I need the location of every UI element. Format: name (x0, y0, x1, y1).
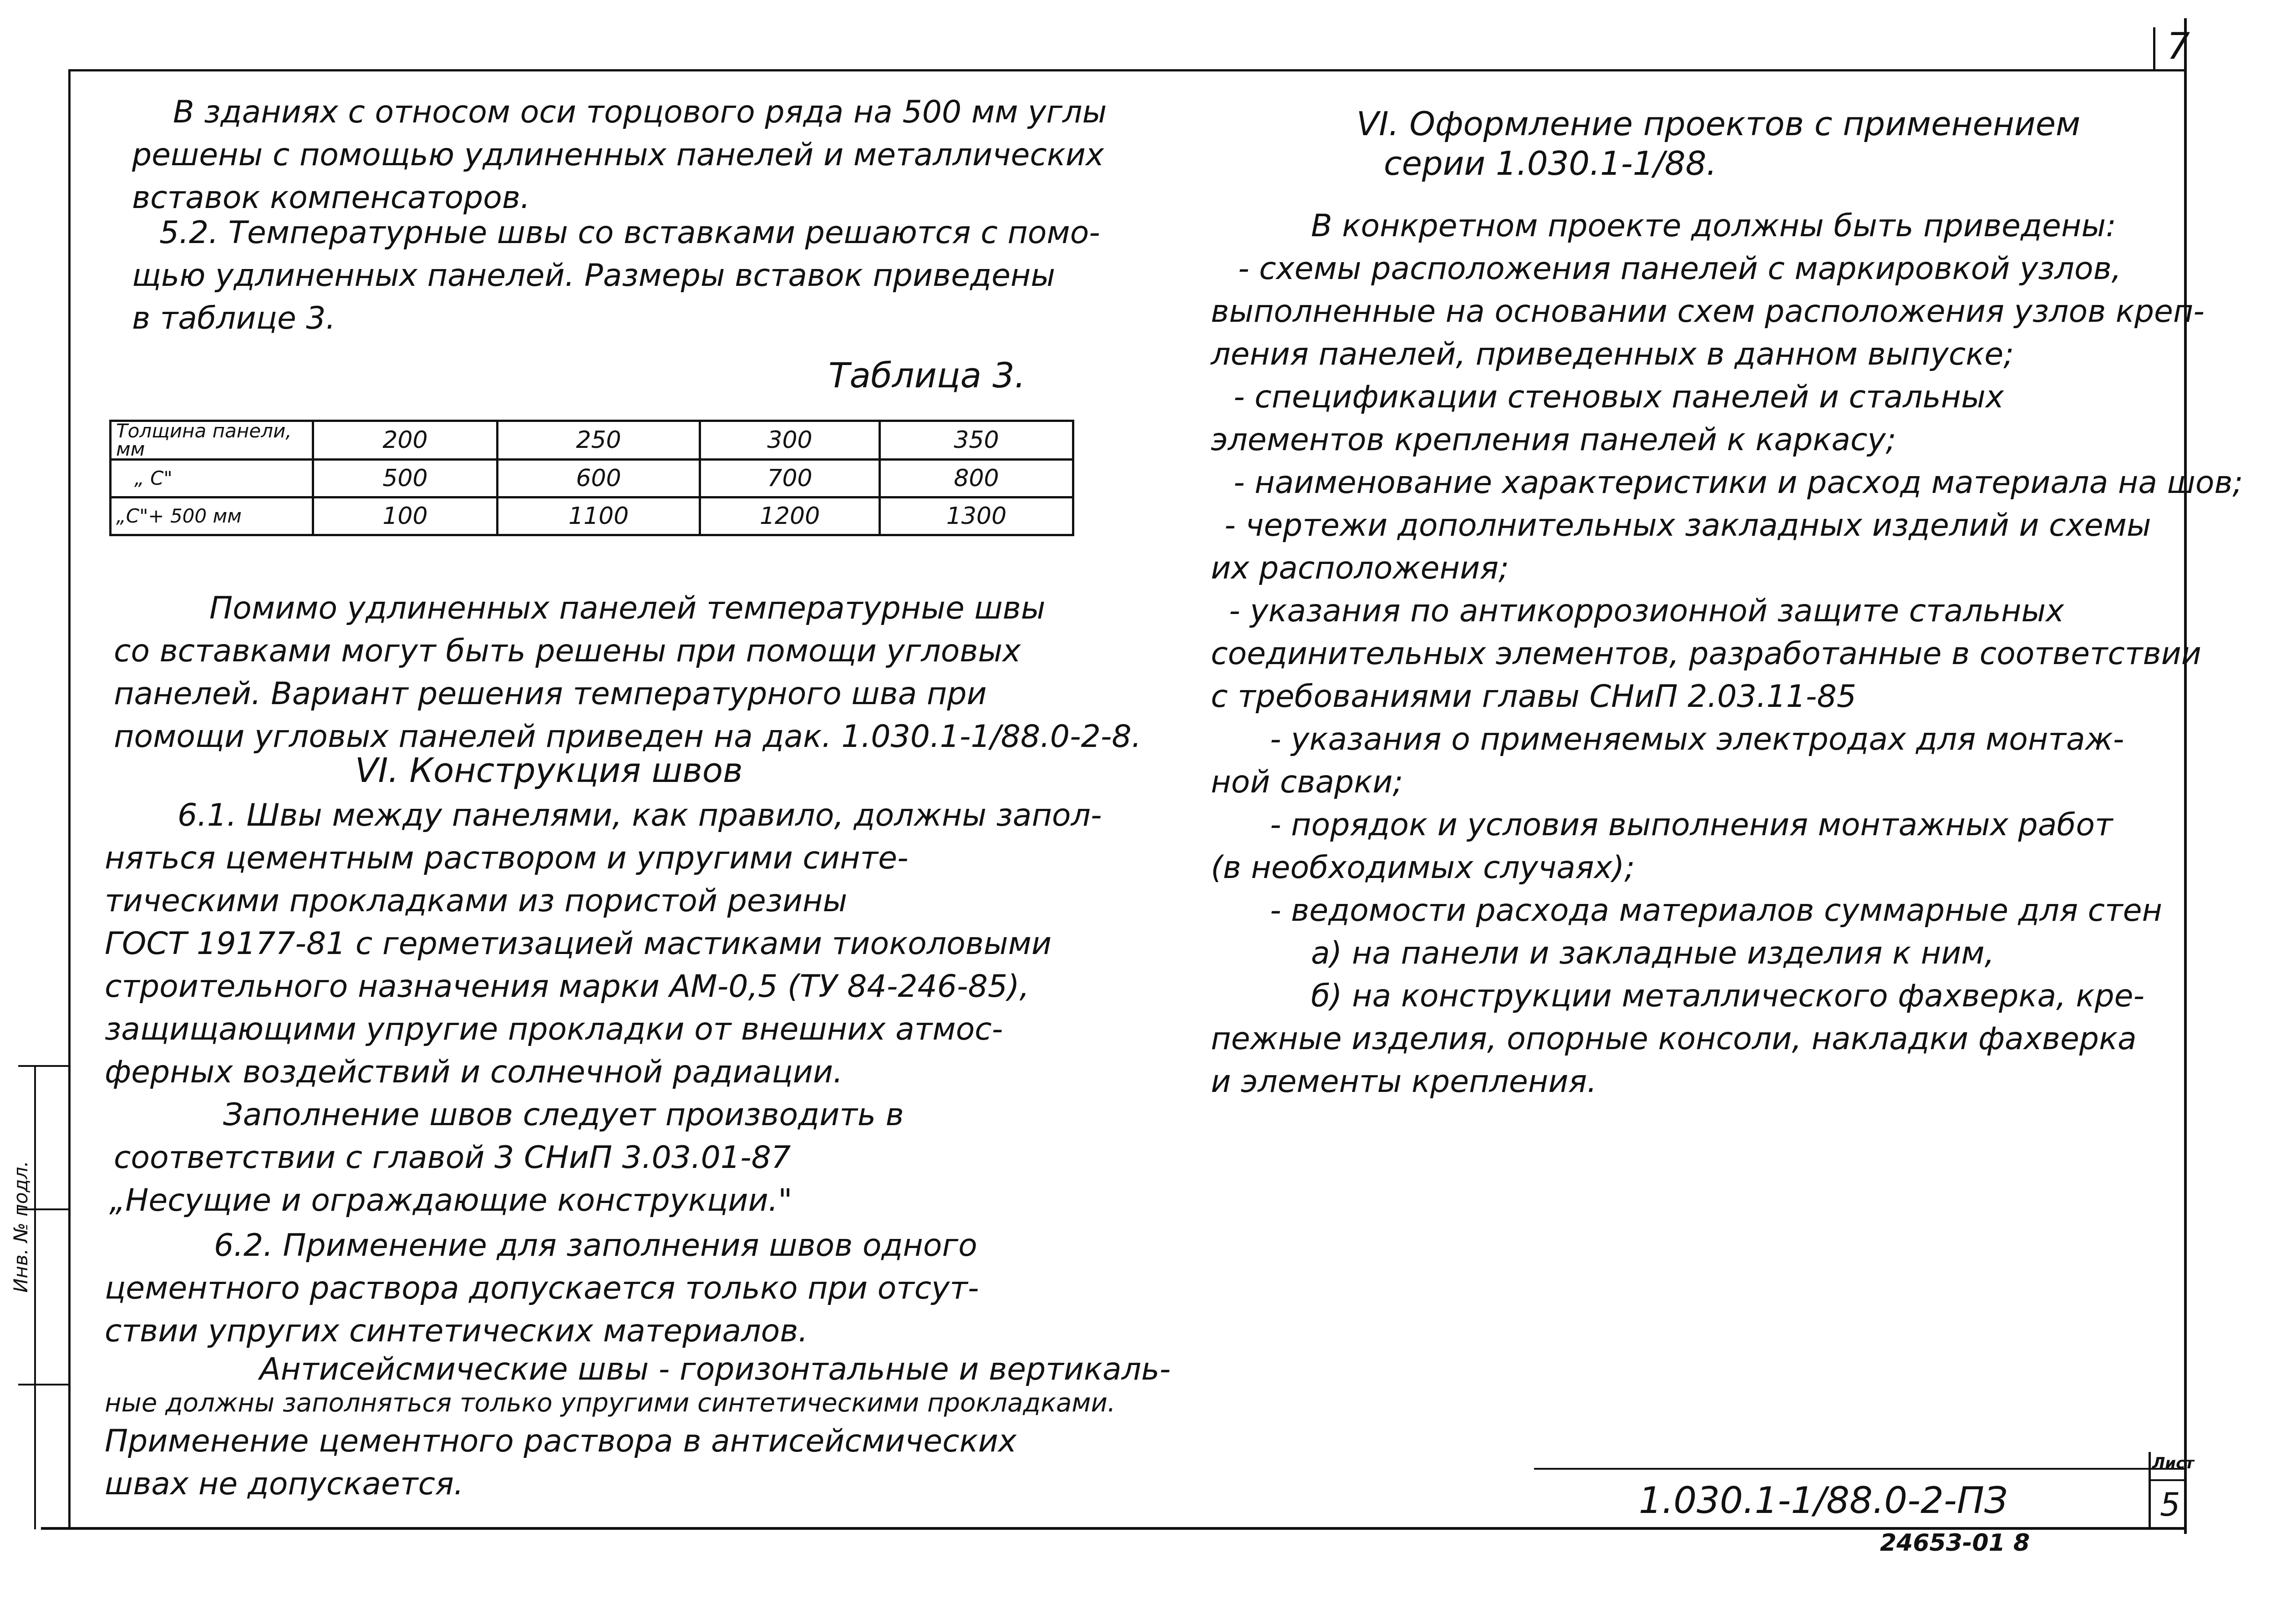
text-line: - спецификации стеновых панелей и стальных (1234, 379, 2004, 415)
paragraph-6-1 (105, 794, 1102, 1222)
table-cell: 100 (313, 497, 498, 535)
text-line: - наименование характеристики и расход материала на шов; (1234, 465, 2243, 501)
text-line: в таблице 3. (132, 300, 336, 336)
text-line: 6.1. Швы между панелями, как правило, должны запол- (178, 797, 1102, 833)
table-row (111, 421, 1073, 460)
text-line: Заполнение швов следует производить в (223, 1097, 904, 1133)
text-line: ферных воздействий и солнечной радиации. (105, 1054, 843, 1090)
table-cell: 1200 (700, 497, 880, 535)
table-cell: „С"+ 500 мм (111, 497, 313, 535)
document-code: 1.030.1-1/88.0-2-ПЗ (1639, 1479, 2008, 1522)
text-line: цементного раствора допускается только при отсут- (105, 1270, 979, 1306)
table-cell: 1100 (498, 497, 700, 535)
section-heading-joints: VI. Конструкция швов (355, 751, 743, 790)
text-line: и элементы крепления. (1211, 1064, 1597, 1100)
paragraph-5-2 (132, 212, 1100, 340)
text-line: панелей. Вариант решения температурного шва при (114, 676, 987, 712)
frame-left-border (68, 69, 71, 1529)
title-block-line (1534, 1468, 2185, 1470)
inventory-number: 24653-01 8 (1880, 1529, 2030, 1557)
paragraph-facade-joints (132, 91, 1107, 219)
text-line: „Несущие и ограждающие конструкции." (109, 1182, 793, 1218)
text-line: строительного назначения марки АМ-0,5 (ТУ 84-246-85), (105, 969, 1030, 1005)
text-line: 5.2. Температурные швы со вставками решаются с помо- (159, 215, 1100, 251)
text-line: - указания по антикоррозионной защите стальных (1229, 593, 2064, 629)
table-cell: 200 (313, 421, 498, 460)
text-line: серии 1.030.1-1/88. (1384, 144, 1717, 183)
text-line: швах не допускается. (105, 1466, 464, 1502)
text-line: со вставками могут быть решены при помощи угловых (114, 633, 1021, 669)
paragraph-6-2 (105, 1224, 1171, 1506)
section-heading-design (1356, 102, 2080, 182)
table-cell: 600 (498, 460, 700, 497)
text-line: VI. Оформление проектов с применением (1356, 105, 2081, 143)
text-line: - схемы расположения панелей с маркировкой узлов, (1238, 251, 2122, 287)
frame-bottom-border (41, 1527, 2187, 1530)
table-cell: 350 (880, 421, 1073, 460)
text-line: а) на панели и закладные изделия к ним, (1311, 935, 1995, 971)
text-line: - ведомости расхода материалов суммарные для стен (1270, 893, 2162, 929)
table-cell: Толщина панели, мм (111, 421, 313, 460)
text-line: выполненные на основании схем расположения узлов креп- (1211, 294, 2205, 330)
table-cell: 800 (880, 460, 1073, 497)
paragraph-corner-panels (114, 587, 1141, 758)
side-stamp (10, 1106, 41, 1297)
table-cell: 500 (313, 460, 498, 497)
text-line: - чертежи дополнительных закладных изделий и схемы (1224, 508, 2151, 543)
text-line: пежные изделия, опорные консоли, накладки фахверка (1211, 1021, 2137, 1057)
text-line: В зданиях с относом оси торцового ряда на 500 мм углы (173, 94, 1107, 130)
text-line: соответствии с главой 3 СНиП 3.03.01-87 (114, 1140, 791, 1176)
text-line: (в необходимых случаях); (1211, 850, 1635, 886)
text-line: защищающими упругие прокладки от внешних атмос- (105, 1011, 1003, 1047)
table-caption: Таблица 3. (828, 355, 1026, 396)
text-line: - указания о применяемых электродах для монтаж- (1270, 721, 2124, 757)
text-line: няться цементным раствором и упругими синте- (105, 840, 909, 876)
text-line: элементов крепления панелей к каркасу; (1211, 422, 1896, 458)
text-line: Антисейсмические швы - горизонтальные и вертикаль- (259, 1351, 1171, 1387)
frame-top-border (68, 69, 2184, 71)
paragraph-design-requirements (1211, 205, 2243, 1103)
table-cell: „ С" (111, 460, 313, 497)
text-line: решены с помощью удлиненных панелей и металлических (132, 137, 1104, 173)
text-line: ГОСТ 19177-81 с герметизацией мастиками тиоколовыми (105, 926, 1052, 962)
sheet-label: Лист (2152, 1454, 2194, 1472)
table-cell: 250 (498, 421, 700, 460)
binding-strip-line (18, 1384, 68, 1385)
table-row (111, 497, 1073, 535)
text-line: соединительных элементов, разработанные в соответствии (1211, 636, 2201, 672)
text-line: ной сварки; (1211, 764, 1403, 800)
text-line: - порядок и условия выполнения монтажных работ (1270, 807, 2113, 843)
sheet-box-divider (2149, 1479, 2184, 1481)
text-line: Помимо удлиненных панелей температурные швы (209, 590, 1046, 626)
text-line: щью удлиненных панелей. Размеры вставок приведены (132, 258, 1056, 294)
text-line: ления панелей, приведенных в данном выпуске; (1211, 336, 2014, 372)
page-number: 7 (2167, 25, 2190, 67)
text-line: 6.2. Применение для заполнения швов одного (214, 1228, 977, 1264)
side-stamp-text: Инв. № подл. (10, 1161, 32, 1293)
text-line: Применение цементного раствора в антисейсмических (105, 1423, 1017, 1459)
text-line: тическими прокладками из пористой резины (105, 883, 848, 919)
sheet-number: 5 (2160, 1486, 2180, 1523)
text-line: вставок компенсаторов. (132, 180, 530, 216)
table-cell: 300 (700, 421, 880, 460)
binding-strip-line (18, 1065, 68, 1067)
text-line: их расположения; (1211, 550, 1509, 586)
table-cell: 700 (700, 460, 880, 497)
table-cell: 1300 (880, 497, 1073, 535)
text-line: помощи угловых панелей приведен на дак. 1.030.1-1/88.0-2-8. (114, 719, 1142, 755)
text-line: ствии упругих синтетических материалов. (105, 1313, 808, 1349)
text-line: В конкретном проекте должны быть приведены: (1311, 208, 2116, 244)
text-line: б) на конструкции металлического фахверка, кре- (1311, 978, 2144, 1014)
text-line: ные должны заполняться только упругими синтетическими прокладками. (105, 1388, 1116, 1418)
table-row (111, 460, 1073, 497)
table-3 (109, 420, 1074, 536)
text-line: с требованиями главы СНиП 2.03.11-85 (1211, 679, 1856, 715)
